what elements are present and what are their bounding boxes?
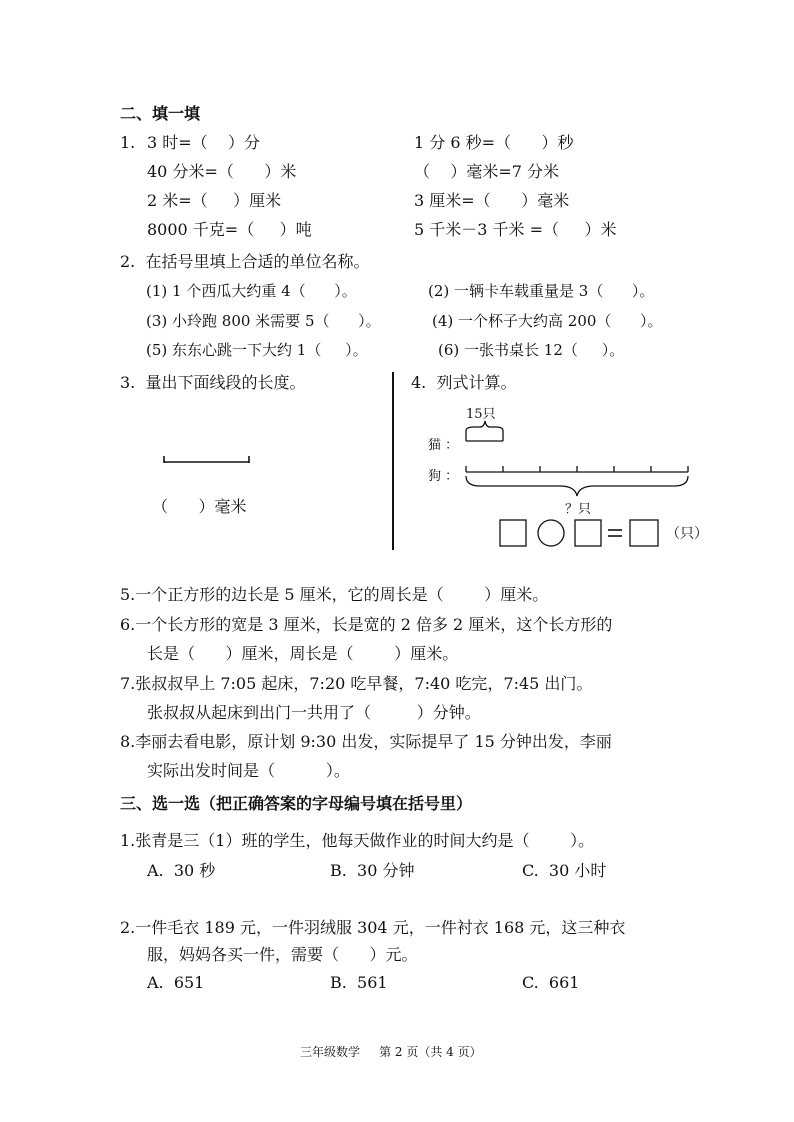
q1-item: 5 千米－3 千米 =（ ）米: [414, 220, 617, 239]
q1-number: 1.: [120, 133, 136, 152]
q1-item: 8000 千克=（ ）吨: [147, 220, 312, 239]
q4-dog-brace: [466, 476, 688, 496]
q1-item: 2 米=（ ）厘米: [147, 191, 282, 210]
q4-dog-bar: [466, 466, 688, 472]
s3-q2-option-c: C. 661: [522, 973, 580, 992]
q8-line2: 实际出发时间是（ ）。: [147, 761, 350, 780]
s3-q1-option-c: C. 30 小时: [522, 861, 607, 880]
q2-item: (1) 1 个西瓜大约重 4（ ）。: [146, 282, 357, 300]
section3-title: 三、选一选（把正确答案的字母编号填在括号里）: [120, 794, 473, 813]
q8-line1: 8.李丽去看电影，原计划 9:30 出发，实际提早了 15 分钟出发，李丽: [120, 732, 612, 751]
q4-top-label: 15只: [466, 407, 496, 422]
q7-line2: 张叔叔从起床到出门一共用了（ ）分钟。: [147, 703, 481, 722]
q4-stem: 4. 列式计算。: [411, 373, 517, 392]
section2-title: 二、填一填: [120, 104, 201, 123]
q2-stem: 2. 在括号里填上合适的单位名称。: [120, 252, 370, 271]
q2-item: (3) 小玲跑 800 米需要 5（ ）。: [146, 312, 381, 330]
s3-q1-option-b: B. 30 分钟: [330, 861, 415, 880]
s3-q2-line2: 服，妈妈各买一件，需要（ ）元。: [147, 945, 418, 964]
s3-q1-option-a: A. 30 秒: [147, 861, 216, 880]
s3-q1-stem: 1.张青是三（1）班的学生，他每天做作业的时间大约是（ ）。: [120, 831, 595, 850]
answer-box: [500, 520, 526, 546]
answer-box: [575, 520, 601, 546]
s3-q2-option-a: A. 651: [147, 973, 205, 992]
q1-item: 3 厘米=（ ）毫米: [414, 191, 570, 210]
q2-item: (5) 东东心跳一下大约 1（ ）。: [146, 341, 368, 359]
q4-unknown-label: ？只: [565, 502, 592, 517]
q7-line1: 7.张叔叔早上 7:05 起床，7:20 吃早餐，7:40 吃完，7:45 出门。: [120, 674, 593, 693]
q3-answer: （ ）毫米: [152, 497, 247, 516]
answer-box: [630, 520, 658, 546]
operator-circle: [538, 520, 564, 546]
q2-item: (6) 一张书桌长 12（ ）。: [438, 341, 625, 359]
q4-cat-bracket: [466, 421, 503, 441]
q2-item: (2) 一辆卡车载重量是 3（ ）。: [428, 282, 655, 300]
q1-item: 3 时=（ ）分: [147, 133, 261, 152]
q1-item: （ ）毫米=7 分米: [414, 162, 560, 181]
q6-line1: 6.一个长方形的宽是 3 厘米，长是宽的 2 倍多 2 厘米，这个长方形的: [120, 615, 613, 634]
q1-item: 1 分 6 秒=（ ）秒: [414, 133, 574, 152]
q3-line-segment: [164, 456, 249, 463]
q5-text: 5.一个正方形的边长是 5 厘米，它的周长是（ ）厘米。: [120, 585, 549, 604]
q2-item: (4) 一个杯子大约高 200（ ）。: [432, 312, 663, 330]
q1-item: 40 分米=（ ）米: [147, 162, 297, 181]
s3-q2-line1: 2.一件毛衣 189 元，一件羽绒服 304 元，一件衬衣 168 元，这三种衣: [120, 918, 626, 937]
q4-unit: （只）: [666, 526, 708, 542]
q6-line2: 长是（ ）厘米，周长是（ ）厘米。: [147, 644, 459, 663]
equals-sign: [608, 530, 622, 536]
q4-cat-label: 猫 ：: [428, 438, 459, 453]
q4-dog-label: 狗 ：: [428, 469, 459, 484]
q3-stem: 3. 量出下面线段的长度。: [120, 373, 306, 392]
s3-q2-option-b: B. 561: [330, 973, 388, 992]
page-footer: 三年级数学 第 2 页（共 4 页）: [300, 1045, 482, 1059]
